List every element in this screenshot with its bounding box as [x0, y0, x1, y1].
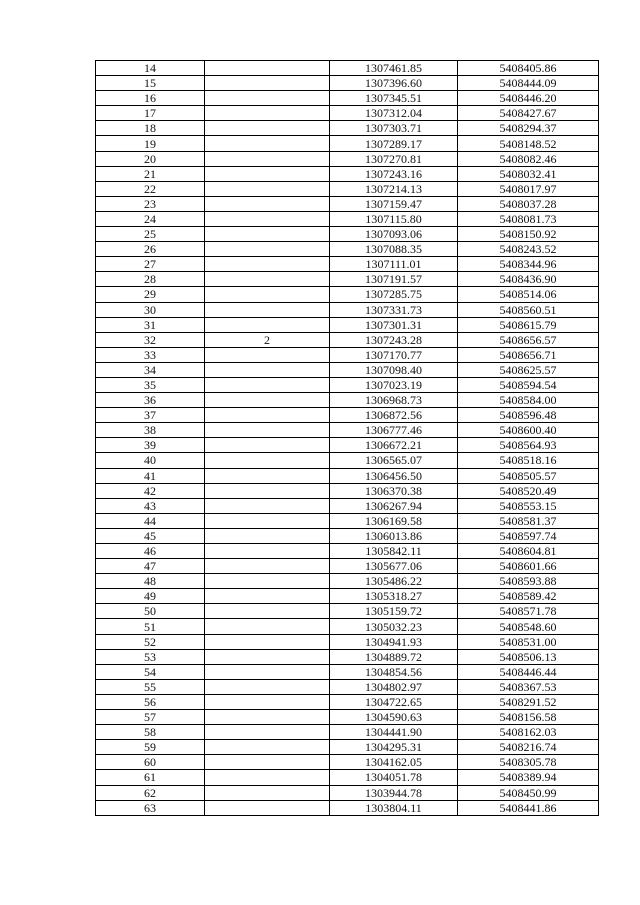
x-coordinate-cell: 1307301.31	[330, 317, 458, 332]
segment-number-cell	[205, 528, 330, 543]
table-row	[96, 408, 599, 423]
y-coordinate-cell: 5408514.06	[458, 287, 599, 302]
point-number-cell: 38	[96, 423, 205, 438]
y-coordinate-cell: 5408446.20	[458, 91, 599, 106]
y-coordinate-cell: 5408150.92	[458, 227, 599, 242]
x-coordinate-cell: 1304722.65	[330, 694, 458, 709]
table-row	[96, 740, 599, 755]
table-row	[96, 61, 599, 76]
table-row	[96, 453, 599, 468]
point-number-cell: 16	[96, 91, 205, 106]
segment-number-cell	[205, 740, 330, 755]
point-number-cell: 14	[96, 61, 205, 76]
table-row	[96, 181, 599, 196]
table-row	[96, 136, 599, 151]
y-coordinate-cell: 5408656.71	[458, 347, 599, 362]
x-coordinate-cell: 1307023.19	[330, 377, 458, 392]
point-number-cell: 22	[96, 181, 205, 196]
y-coordinate-cell: 5408436.90	[458, 272, 599, 287]
y-coordinate-cell: 5408216.74	[458, 740, 599, 755]
table-row	[96, 755, 599, 770]
y-coordinate-cell: 5408601.66	[458, 559, 599, 574]
table-row	[96, 347, 599, 362]
x-coordinate-cell: 1305842.11	[330, 544, 458, 559]
x-coordinate-cell: 1307303.71	[330, 121, 458, 136]
table-row	[96, 76, 599, 91]
segment-number-cell	[205, 604, 330, 619]
table-row	[96, 317, 599, 332]
table-row	[96, 483, 599, 498]
x-coordinate-cell: 1306456.50	[330, 468, 458, 483]
segment-number-cell	[205, 227, 330, 242]
y-coordinate-cell: 5408553.15	[458, 498, 599, 513]
segment-number-cell	[205, 423, 330, 438]
x-coordinate-cell: 1305159.72	[330, 604, 458, 619]
point-number-cell: 17	[96, 106, 205, 121]
y-coordinate-cell: 5408389.94	[458, 770, 599, 785]
point-number-cell: 43	[96, 498, 205, 513]
point-number-cell: 27	[96, 257, 205, 272]
y-coordinate-cell: 5408520.49	[458, 483, 599, 498]
point-number-cell: 59	[96, 740, 205, 755]
y-coordinate-cell: 5408615.79	[458, 317, 599, 332]
segment-number-cell	[205, 483, 330, 498]
segment-number-cell	[205, 574, 330, 589]
y-coordinate-cell: 5408444.09	[458, 76, 599, 91]
x-coordinate-cell: 1307098.40	[330, 362, 458, 377]
segment-number-cell	[205, 151, 330, 166]
y-coordinate-cell: 5408518.16	[458, 453, 599, 468]
table-row	[96, 121, 599, 136]
x-coordinate-cell: 1303944.78	[330, 785, 458, 800]
x-coordinate-cell: 1307159.47	[330, 196, 458, 211]
table-row	[96, 800, 599, 815]
segment-number-cell	[205, 800, 330, 815]
table-row	[96, 377, 599, 392]
x-coordinate-cell: 1307243.16	[330, 166, 458, 181]
table-row	[96, 604, 599, 619]
y-coordinate-cell: 5408594.54	[458, 377, 599, 392]
y-coordinate-cell: 5408531.00	[458, 634, 599, 649]
y-coordinate-cell: 5408596.48	[458, 408, 599, 423]
segment-number-cell	[205, 211, 330, 226]
segment-number-cell	[205, 166, 330, 181]
point-number-cell: 34	[96, 362, 205, 377]
segment-number-cell	[205, 317, 330, 332]
x-coordinate-cell: 1304590.63	[330, 710, 458, 725]
y-coordinate-cell: 5408505.57	[458, 468, 599, 483]
point-number-cell: 15	[96, 76, 205, 91]
point-number-cell: 29	[96, 287, 205, 302]
x-coordinate-cell: 1305677.06	[330, 559, 458, 574]
x-coordinate-cell: 1306777.46	[330, 423, 458, 438]
table-row	[96, 619, 599, 634]
x-coordinate-cell: 1304295.31	[330, 740, 458, 755]
table-row	[96, 151, 599, 166]
y-coordinate-cell: 5408032.41	[458, 166, 599, 181]
segment-number-cell	[205, 393, 330, 408]
segment-number-cell	[205, 694, 330, 709]
y-coordinate-cell: 5408017.97	[458, 181, 599, 196]
segment-number-cell	[205, 664, 330, 679]
y-coordinate-cell: 5408148.52	[458, 136, 599, 151]
table-row	[96, 287, 599, 302]
y-coordinate-cell: 5408581.37	[458, 513, 599, 528]
segment-number-cell	[205, 785, 330, 800]
segment-number-cell	[205, 61, 330, 76]
x-coordinate-cell: 1307191.57	[330, 272, 458, 287]
table-row	[96, 634, 599, 649]
segment-number-cell	[205, 634, 330, 649]
x-coordinate-cell: 1306267.94	[330, 498, 458, 513]
segment-number-cell	[205, 468, 330, 483]
y-coordinate-cell: 5408291.52	[458, 694, 599, 709]
segment-number-cell	[205, 438, 330, 453]
point-number-cell: 56	[96, 694, 205, 709]
table-row	[96, 589, 599, 604]
point-number-cell: 23	[96, 196, 205, 211]
y-coordinate-cell: 5408037.28	[458, 196, 599, 211]
x-coordinate-cell: 1307331.73	[330, 302, 458, 317]
point-number-cell: 57	[96, 710, 205, 725]
point-number-cell: 37	[96, 408, 205, 423]
table-row	[96, 166, 599, 181]
table-row	[96, 468, 599, 483]
table-row	[96, 272, 599, 287]
y-coordinate-cell: 5408600.40	[458, 423, 599, 438]
y-coordinate-cell: 5408446.44	[458, 664, 599, 679]
x-coordinate-cell: 1306370.38	[330, 483, 458, 498]
y-coordinate-cell: 5408081.73	[458, 211, 599, 226]
point-number-cell: 36	[96, 393, 205, 408]
x-coordinate-cell: 1304941.93	[330, 634, 458, 649]
y-coordinate-cell: 5408597.74	[458, 528, 599, 543]
x-coordinate-cell: 1306169.58	[330, 513, 458, 528]
y-coordinate-cell: 5408405.86	[458, 61, 599, 76]
table-row	[96, 513, 599, 528]
x-coordinate-cell: 1305032.23	[330, 619, 458, 634]
point-number-cell: 58	[96, 725, 205, 740]
segment-number-cell	[205, 649, 330, 664]
point-number-cell: 33	[96, 347, 205, 362]
segment-number-cell	[205, 498, 330, 513]
x-coordinate-cell: 1307345.51	[330, 91, 458, 106]
table-row	[96, 559, 599, 574]
y-coordinate-cell: 5408367.53	[458, 679, 599, 694]
table-row	[96, 574, 599, 589]
point-number-cell: 55	[96, 679, 205, 694]
point-number-cell: 54	[96, 664, 205, 679]
table-row	[96, 649, 599, 664]
x-coordinate-cell: 1307170.77	[330, 347, 458, 362]
y-coordinate-cell: 5408441.86	[458, 800, 599, 815]
table-row	[96, 664, 599, 679]
y-coordinate-cell: 5408450.99	[458, 785, 599, 800]
segment-number-cell	[205, 121, 330, 136]
x-coordinate-cell: 1307289.17	[330, 136, 458, 151]
x-coordinate-cell: 1306968.73	[330, 393, 458, 408]
point-number-cell: 40	[96, 453, 205, 468]
point-number-cell: 60	[96, 755, 205, 770]
table-row	[96, 393, 599, 408]
point-number-cell: 26	[96, 242, 205, 257]
x-coordinate-cell: 1305318.27	[330, 589, 458, 604]
table-row	[96, 438, 599, 453]
segment-number-cell	[205, 679, 330, 694]
y-coordinate-cell: 5408506.13	[458, 649, 599, 664]
segment-number-cell	[205, 242, 330, 257]
x-coordinate-cell: 1307214.13	[330, 181, 458, 196]
y-coordinate-cell: 5408427.67	[458, 106, 599, 121]
y-coordinate-cell: 5408548.60	[458, 619, 599, 634]
table-row	[96, 302, 599, 317]
segment-number-cell	[205, 755, 330, 770]
table-row	[96, 196, 599, 211]
segment-number-cell	[205, 362, 330, 377]
table-row	[96, 544, 599, 559]
x-coordinate-cell: 1306672.21	[330, 438, 458, 453]
y-coordinate-cell: 5408593.88	[458, 574, 599, 589]
point-number-cell: 35	[96, 377, 205, 392]
table-row	[96, 211, 599, 226]
x-coordinate-cell: 1307461.85	[330, 61, 458, 76]
point-number-cell: 51	[96, 619, 205, 634]
segment-number-cell	[205, 725, 330, 740]
segment-number-cell	[205, 272, 330, 287]
segment-number-cell	[205, 453, 330, 468]
point-number-cell: 47	[96, 559, 205, 574]
point-number-cell: 52	[96, 634, 205, 649]
x-coordinate-cell: 1306565.07	[330, 453, 458, 468]
point-number-cell: 53	[96, 649, 205, 664]
x-coordinate-cell: 1307115.80	[330, 211, 458, 226]
segment-number-cell	[205, 710, 330, 725]
x-coordinate-cell: 1307270.81	[330, 151, 458, 166]
segment-number-cell	[205, 589, 330, 604]
segment-number-cell	[205, 302, 330, 317]
table-row	[96, 528, 599, 543]
segment-number-cell	[205, 513, 330, 528]
segment-number-cell	[205, 76, 330, 91]
y-coordinate-cell: 5408243.52	[458, 242, 599, 257]
point-number-cell: 31	[96, 317, 205, 332]
x-coordinate-cell: 1304441.90	[330, 725, 458, 740]
segment-number-cell	[205, 91, 330, 106]
point-number-cell: 41	[96, 468, 205, 483]
table-row	[96, 725, 599, 740]
table-row	[96, 423, 599, 438]
x-coordinate-cell: 1307312.04	[330, 106, 458, 121]
x-coordinate-cell: 1304854.56	[330, 664, 458, 679]
table-row	[96, 106, 599, 121]
segment-number-cell	[205, 106, 330, 121]
x-coordinate-cell: 1307111.01	[330, 257, 458, 272]
point-number-cell: 25	[96, 227, 205, 242]
y-coordinate-cell: 5408156.58	[458, 710, 599, 725]
point-number-cell: 45	[96, 528, 205, 543]
table-row	[96, 710, 599, 725]
x-coordinate-cell: 1304889.72	[330, 649, 458, 664]
point-number-cell: 19	[96, 136, 205, 151]
segment-number-cell	[205, 136, 330, 151]
coordinates-table-body	[96, 61, 599, 816]
segment-number-cell	[205, 559, 330, 574]
segment-number-cell	[205, 257, 330, 272]
segment-number-cell	[205, 287, 330, 302]
x-coordinate-cell: 1307396.60	[330, 76, 458, 91]
point-number-cell: 61	[96, 770, 205, 785]
table-row	[96, 257, 599, 272]
point-number-cell: 28	[96, 272, 205, 287]
x-coordinate-cell: 1307285.75	[330, 287, 458, 302]
x-coordinate-cell: 1307093.06	[330, 227, 458, 242]
point-number-cell: 44	[96, 513, 205, 528]
table-row	[96, 770, 599, 785]
point-number-cell: 63	[96, 800, 205, 815]
segment-number-cell	[205, 181, 330, 196]
y-coordinate-cell: 5408571.78	[458, 604, 599, 619]
table-row	[96, 785, 599, 800]
point-number-cell: 30	[96, 302, 205, 317]
y-coordinate-cell: 5408344.96	[458, 257, 599, 272]
y-coordinate-cell: 5408564.93	[458, 438, 599, 453]
point-number-cell: 48	[96, 574, 205, 589]
segment-number-cell	[205, 196, 330, 211]
y-coordinate-cell: 5408604.81	[458, 544, 599, 559]
table-row	[96, 227, 599, 242]
x-coordinate-cell: 1304802.97	[330, 679, 458, 694]
table-row	[96, 242, 599, 257]
point-number-cell: 62	[96, 785, 205, 800]
point-number-cell: 50	[96, 604, 205, 619]
y-coordinate-cell: 5408560.51	[458, 302, 599, 317]
point-number-cell: 32	[96, 332, 205, 347]
y-coordinate-cell: 5408584.00	[458, 393, 599, 408]
table-row	[96, 679, 599, 694]
point-number-cell: 18	[96, 121, 205, 136]
point-number-cell: 39	[96, 438, 205, 453]
y-coordinate-cell: 5408656.57	[458, 332, 599, 347]
segment-number-cell	[205, 544, 330, 559]
segment-number-cell	[205, 408, 330, 423]
segment-number-cell	[205, 770, 330, 785]
segment-number-cell	[205, 347, 330, 362]
y-coordinate-cell: 5408294.37	[458, 121, 599, 136]
x-coordinate-cell: 1306013.86	[330, 528, 458, 543]
x-coordinate-cell: 1306872.56	[330, 408, 458, 423]
x-coordinate-cell: 1304051.78	[330, 770, 458, 785]
point-number-cell: 42	[96, 483, 205, 498]
x-coordinate-cell: 1305486.22	[330, 574, 458, 589]
y-coordinate-cell: 5408589.42	[458, 589, 599, 604]
coordinates-table	[95, 60, 599, 816]
segment-number-cell	[205, 619, 330, 634]
x-coordinate-cell: 1303804.11	[330, 800, 458, 815]
point-number-cell: 21	[96, 166, 205, 181]
x-coordinate-cell: 1307243.28	[330, 332, 458, 347]
table-row	[96, 91, 599, 106]
segment-number-cell	[205, 377, 330, 392]
y-coordinate-cell: 5408305.78	[458, 755, 599, 770]
table-row	[96, 362, 599, 377]
point-number-cell: 20	[96, 151, 205, 166]
y-coordinate-cell: 5408082.46	[458, 151, 599, 166]
table-row	[96, 332, 599, 347]
table-row	[96, 498, 599, 513]
point-number-cell: 24	[96, 211, 205, 226]
segment-number-cell: 2	[205, 332, 330, 347]
point-number-cell: 49	[96, 589, 205, 604]
y-coordinate-cell: 5408625.57	[458, 362, 599, 377]
x-coordinate-cell: 1304162.05	[330, 755, 458, 770]
table-row	[96, 694, 599, 709]
x-coordinate-cell: 1307088.35	[330, 242, 458, 257]
y-coordinate-cell: 5408162.03	[458, 725, 599, 740]
point-number-cell: 46	[96, 544, 205, 559]
